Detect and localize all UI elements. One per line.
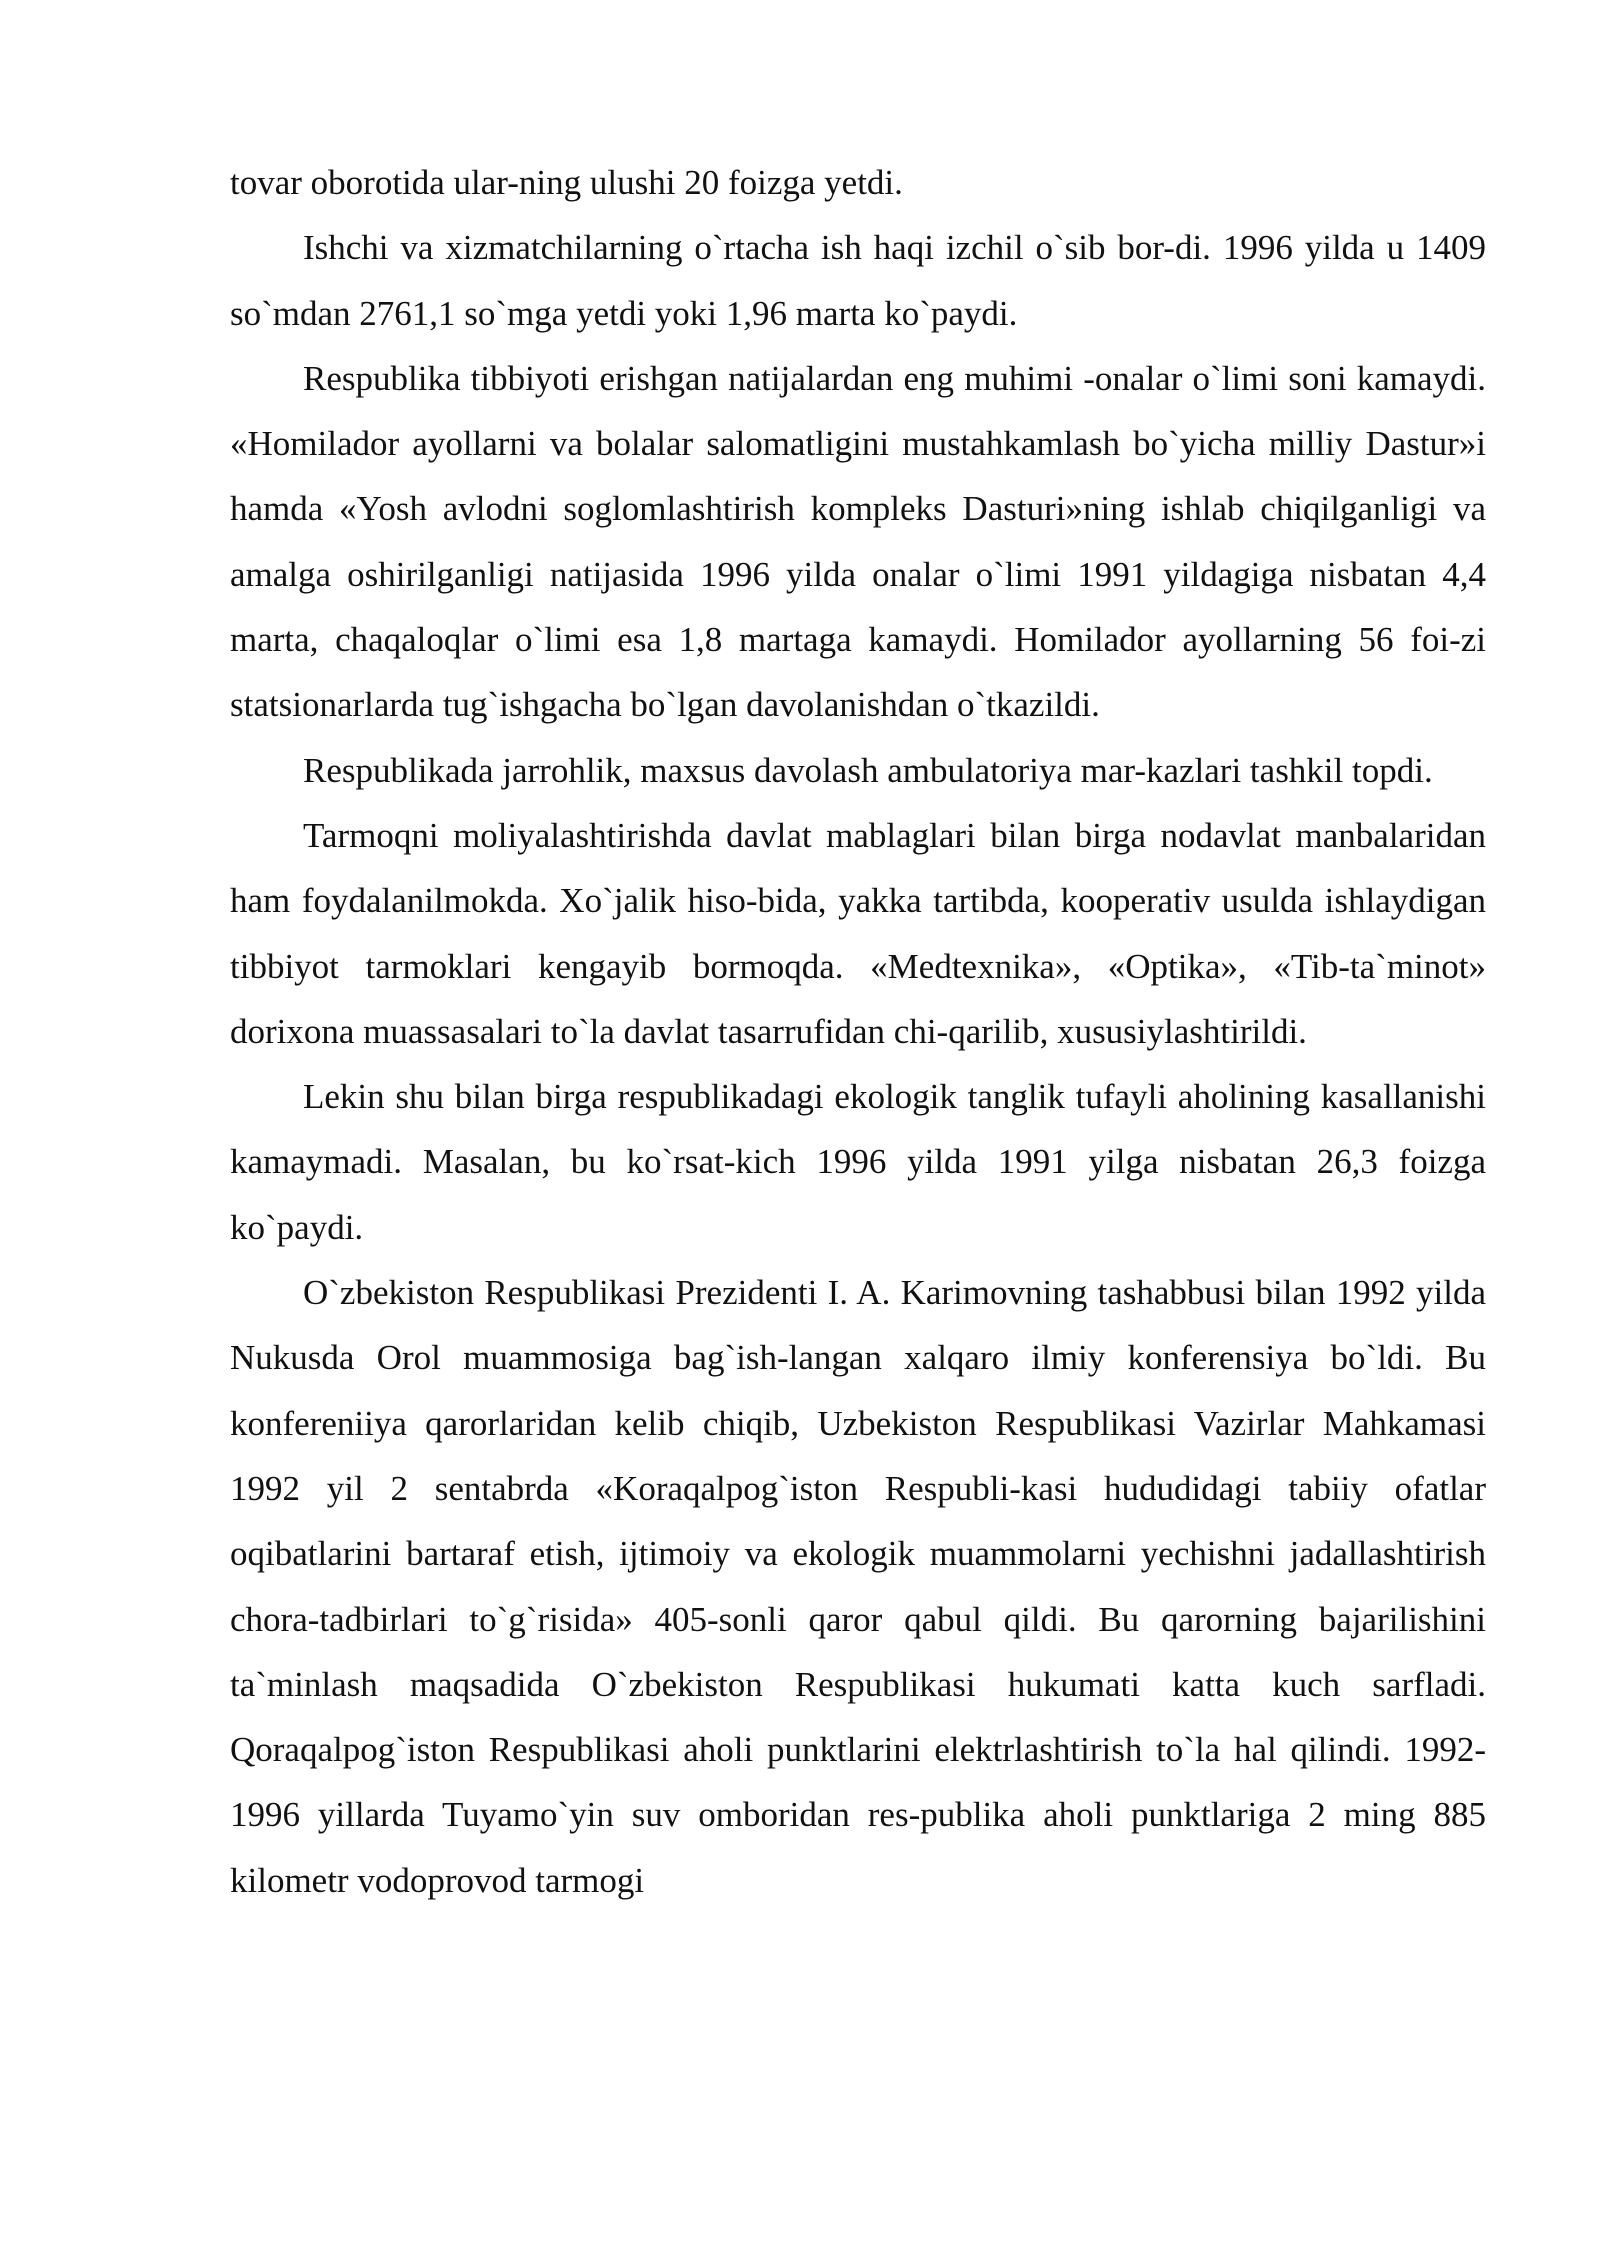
- paragraph-5: Tarmoqni moliyalashtirishda davlat mablaglari bilan birga nodavlat manbalaridan ham foydalanilmokda. Xo`jalik hiso-bida, yakka tartibda, kooperativ usulda ishlaydigan tibbiyot tarmoklari kengayib bormoqda. «Medtexnika», «Optika», «Tib-ta`minot» dorixona muassasalari to`la davlat tasarrufidan chi-qarilib, xususiylashtirildi.: [230, 815, 1486, 1051]
- paragraph-1: tovar oborotida ular-ning ulushi 20 foizga yetdi.: [230, 163, 903, 202]
- body-text: [230, 150, 1486, 1913]
- paragraph-6: Lekin shu bilan birga respublikadagi ekologik tanglik tufayli aholining kasallanishi kamaymadi. Masalan, bu ko`rsat-kich 1996 yilda 1991 yilga nisbatan 26,3 foizga ko`paydi.: [230, 1077, 1486, 1247]
- paragraph-7: O`zbekiston Respublikasi Prezidenti I. A. Karimovning tashabbusi bilan 1992 yilda Nukusda Orol muammosiga bag`ish-langan xalqaro ilmiy konferensiya bo`ldi. Bu konfereniiya qarorlaridan kelib chiqib, Uzbekiston Respublikasi Vazirlar Mahkamasi 1992 yil 2 sentabrda «Koraqalpog`iston Respubli-kasi hududidagi tabiiy ofatlar oqibatlarini bartaraf etish, ijtimoiy va ekologik muammolarni yechishni jadallashtirish chora-tadbirlari to`g`risida» 405-sonli qaror qabul qildi. Bu qarorning bajarilishini ta`minlash maqsadida O`zbekiston Respublikasi hukumati katta kuch sarfladi. Qoraqalpog`iston Respublikasi aholi punktlarini elektrlashtirish to`la hal qilindi. 1992-1996 yillarda Tuyamo`yin suv omboridan res-publika aholi punktlariga 2 ming 885 kilometr vodoprovod tarmogi: [230, 1273, 1486, 1900]
- paragraph-4: Respublikada jarrohlik, maxsus davolash ambulatoriya mar-kazlari tashkil topdi.: [303, 750, 1433, 790]
- paragraph-2: Ishchi va xizmatchilarning o`rtacha ish haqi izchil o`sib bor-di. 1996 yilda u 1409 so`mdan 2761,1 so`mga yetdi yoki 1,96 marta ko`paydi.: [230, 228, 1486, 333]
- paragraph-3: Respublika tibbiyoti erishgan natijalardan eng muhimi -onalar o`limi soni kamaydi. «Homilador ayollarni va bolalar salomatligini mustahkamlash bo`yicha milliy Dastur»i hamda «Yosh avlodni soglomlashtirish kompleks Dasturi»ning ishlab chiqilganligi va amalga oshirilganligi natijasida 1996 yilda onalar o`limi 1991 yildagiga nisbatan 4,4 marta, chaqaloqlar o`limi esa 1,8 martaga kamaydi. Homilador ayollarning 56 foi-zi statsionarlarda tug`ishgacha bo`lgan davolanishdan o`tkazildi.: [230, 358, 1486, 725]
